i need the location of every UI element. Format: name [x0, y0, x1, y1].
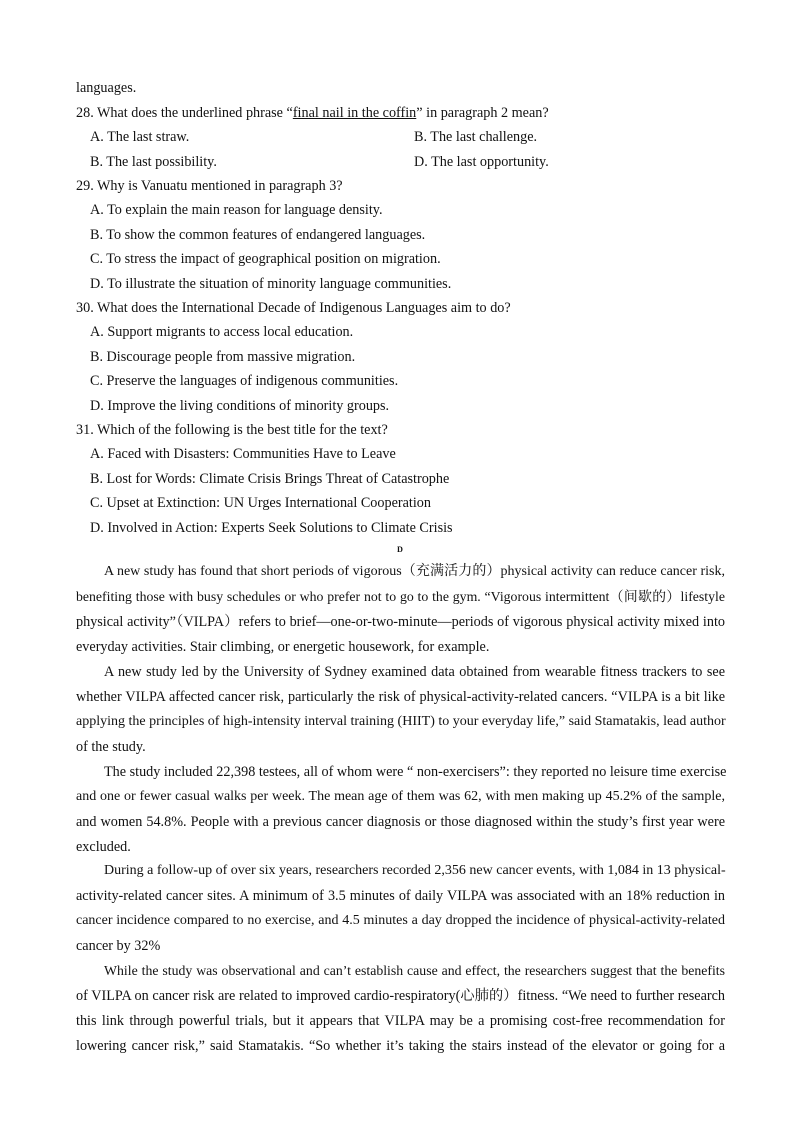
q30-option-b: B. Discourage people from massive migration.: [90, 349, 356, 365]
q28-option-d: D. The last opportunity.: [414, 154, 549, 170]
paragraph-4-line: activity-related cancer sites. A minimum of 3.5 minutes of daily VILPA was associated with an 18% reduction in: [76, 888, 725, 904]
paragraph-1-line: benefiting those with busy schedules or who prefer not to go to the gym. “Vigorous intermittent（间歇的）lifestyle: [76, 589, 725, 604]
q29-option-b: B. To show the common features of endangered languages.: [90, 227, 426, 243]
q31-option-c: C. Upset at Extinction: UN Urges International Cooperation: [90, 495, 431, 511]
q28-stem-before: 28. What does the underlined phrase “: [76, 105, 293, 121]
q30-option-a: A. Support migrants to access local education.: [90, 324, 354, 340]
paragraph-4-line: During a follow-up of over six years, researchers recorded 2,356 new cancer events, with 1,084 in 13 physical-: [104, 863, 726, 878]
q28-option-c: B. The last possibility.: [90, 154, 217, 170]
paragraph-3-line: and one or fewer casual walks per week. The mean age of them was 62, with men making up 45.2% of the sample,: [76, 789, 725, 804]
q31-option-a: A. Faced with Disasters: Communities Have to Leave: [90, 446, 396, 462]
paragraph-5-line: lowering cancer risk,” said Stamatakis. “So whether it’s taking the stairs instead of the elevator or going for a: [76, 1038, 725, 1054]
section-heading: D: [397, 545, 403, 554]
paragraph-3-line: The study included 22,398 testees, all of whom were “ non-exercisers”: they reported no leisure time exercise: [104, 764, 727, 780]
question-31-stem: 31. Which of the following is the best title for the text?: [76, 422, 388, 438]
paragraph-3-line: and women 54.8%. People with a previous cancer diagnosis or those diagnosed within the study’s first year were: [76, 814, 725, 830]
paragraph-1-line: A new study has found that short periods of vigorous（充满活力的）physical activity can reduce cancer risk,: [104, 564, 725, 579]
previous-passage-fragment: languages.: [76, 80, 137, 96]
q28-underlined-phrase: final nail in the coffin: [292, 105, 417, 121]
q28-option-b: B. The last challenge.: [414, 129, 538, 145]
paragraph-2-line: of the study.: [76, 739, 146, 755]
question-30-stem: 30. What does the International Decade of Indigenous Languages aim to do?: [76, 300, 511, 316]
q31-option-b: B. Lost for Words: Climate Crisis Brings Threat of Catastrophe: [90, 471, 450, 487]
paragraph-4-line: cancer by 32%: [76, 938, 161, 954]
paragraph-5-line: of VILPA on cancer risk are related to improved cardio-respiratory(心肺的）fitness. “We need to further research: [76, 988, 725, 1004]
question-28-stem: [76, 104, 549, 122]
q28-option-a: A. The last straw.: [90, 129, 190, 145]
q31-option-d: D. Involved in Action: Experts Seek Solutions to Climate Crisis: [90, 520, 453, 536]
paragraph-2-line: applying the principles of high-intensity interval training (HIIT) to your everyday life,” said Stamatakis, lead author: [76, 714, 726, 729]
paragraph-5-line: While the study was observational and can’t establish cause and effect, the researchers suggest that the benefits: [104, 963, 725, 978]
paragraph-3-line: excluded.: [76, 839, 131, 855]
paragraph-2-line: whether VILPA affected cancer risk, particularly the risk of physical-activity-related cancers. “VILPA is a bit like: [76, 689, 725, 705]
q29-option-a: A. To explain the main reason for language density.: [90, 202, 383, 218]
paragraph-4-line: cancer incidence compared to no exercise, and 4.5 minutes a day dropped the incidence of physical-activity-related: [76, 913, 725, 928]
q28-stem-after: ” in paragraph 2 mean?: [416, 105, 549, 121]
paragraph-5-line: this link through powerful trials, but it appears that VILPA may be a promising cost-free recommendation for: [76, 1013, 725, 1029]
q30-option-c: C. Preserve the languages of indigenous communities.: [90, 373, 399, 389]
paragraph-2-line: A new study led by the University of Sydney examined data obtained from wearable fitness trackers to see: [104, 664, 725, 680]
q29-option-d: D. To illustrate the situation of minority language communities.: [90, 276, 452, 292]
paragraph-1-line: everyday activities. Stair climbing, or energetic housework, for example.: [76, 639, 490, 655]
question-29-stem: 29. Why is Vanuatu mentioned in paragraph 3?: [76, 178, 343, 194]
paragraph-1-line: physical activity”（VILPA）refers to brief—one-or-two-minute—periods of vigorous physical activity mixed into: [76, 614, 725, 630]
q30-option-d: D. Improve the living conditions of minority groups.: [90, 398, 390, 414]
q29-option-c: C. To stress the impact of geographical position on migration.: [90, 251, 441, 267]
